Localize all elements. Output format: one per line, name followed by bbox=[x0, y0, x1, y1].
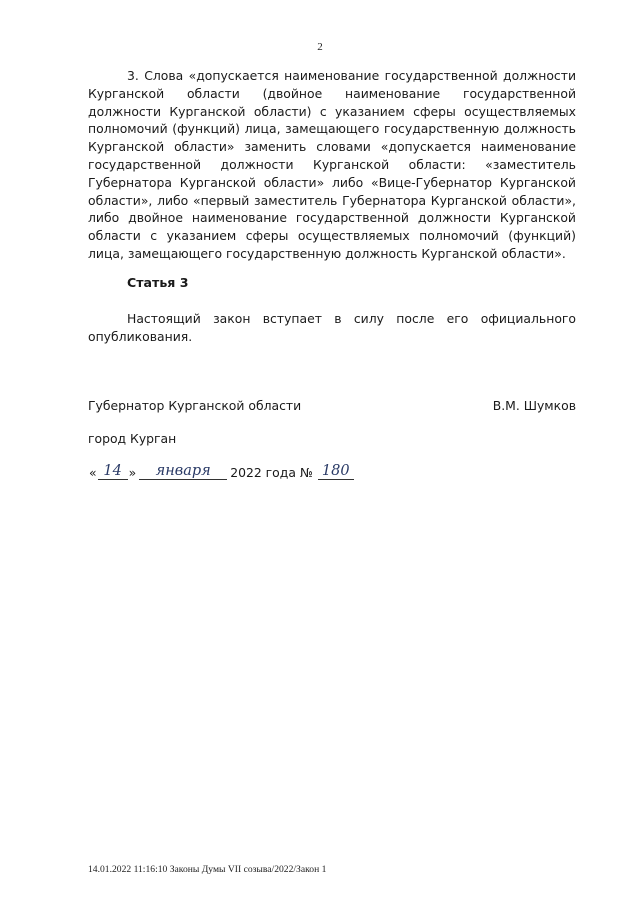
page-number: 2 bbox=[317, 41, 323, 53]
date-day: 14 bbox=[98, 464, 128, 480]
date-year-text: 2022 года № bbox=[230, 465, 313, 480]
date-line bbox=[88, 464, 354, 480]
article-body: Настоящий закон вступает в силу после его официального опубликования. bbox=[88, 311, 576, 344]
city: город Курган bbox=[88, 431, 177, 446]
signatory-position: Губернатор Курганской области bbox=[88, 398, 302, 413]
signatory-name: В.М. Шумков bbox=[492, 398, 576, 413]
date-close-quote: » bbox=[128, 465, 137, 480]
law-number: 180 bbox=[318, 464, 354, 480]
amendment-item-3: 3. Слова «допускается наименование государственной должности Курганской области (двойное наименование государственной должности Курганской области) с указанием сферы осуществляемых полномочий (функций) лица, замещающего государственную должность Курганской области» заменить словами «допускается наименование государственной должности Курганской области: «заместитель Губернатора Курганской области» либо «Вице-Губернатор Курганской области», либо «первый заместитель Губернатора Курганской области», либо двойное наименование государственной должности Курганской области с указанием сферы осуществляемых полномочий (функций) лица, замещающего государственную должность Курганской области». bbox=[88, 68, 576, 261]
date-open-quote: « bbox=[89, 465, 97, 480]
article-heading: Статья 3 bbox=[127, 275, 189, 290]
date-month: января bbox=[139, 464, 227, 480]
signature-block bbox=[88, 398, 576, 413]
footer-stamp: 14.01.2022 11:16:10 Законы Думы VII созыва/2022/Закон 1 bbox=[88, 864, 327, 875]
